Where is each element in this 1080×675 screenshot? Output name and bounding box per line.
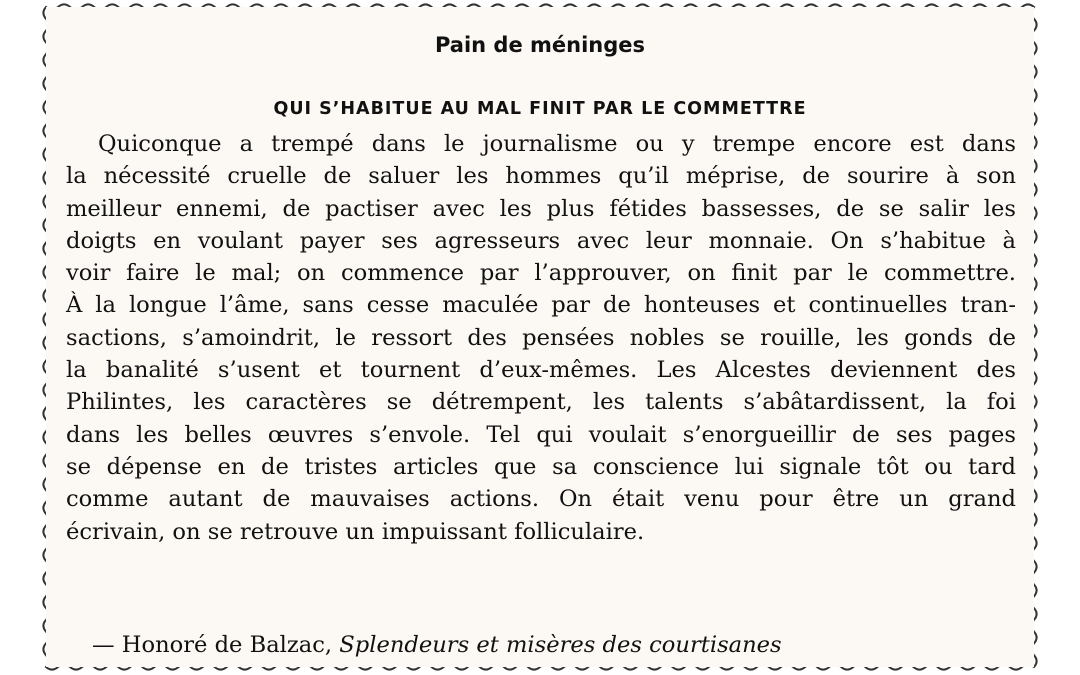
quote-line: se dépense en de tristes articles que sa conscience lui signale tôt ou tard	[66, 453, 1016, 480]
quote-line: comme autant de mauvaises actions. On était venu pour être un grand	[66, 486, 1016, 513]
quote-line: la banalité s’usent et tournent d’eux-mêmes. Les Alcestes deviennent des	[66, 357, 1016, 384]
quote-line: sactions, s’amoindrit, le ressort des pensées nobles se rouille, les gonds de	[66, 324, 1016, 351]
quote-line: Quiconque a trempé dans le journalisme ou y trempe encore est dans	[98, 131, 1016, 157]
quote-line: écrivain, on se retrouve un impuissant folliculaire.	[66, 518, 645, 545]
page-title: Pain de méninges	[434, 33, 646, 57]
quote-body	[66, 128, 1016, 548]
quote-line: la nécessité cruelle de saluer les hommes qu’il méprise, de sourire à son	[66, 163, 1016, 190]
quote-line: voir faire le mal; on commence par l’approuver, on finit par le commettre.	[66, 260, 1016, 287]
quote-heading: QUI S’HABITUE AU MAL FINIT PAR LE COMMETTRE	[273, 99, 807, 119]
quote-line: Philintes, les caractères se détrempent, les talents s’abâtardissent, la foi	[66, 389, 1016, 416]
work-title: Splendeurs et misères des courtisanes	[339, 632, 782, 658]
quote-card	[46, 7, 1034, 667]
quote-line: meilleur ennemi, de pactiser avec les plus fétides bassesses, de se salir les	[66, 195, 1016, 222]
attribution	[92, 632, 782, 658]
author: — Honoré de Balzac,	[92, 632, 340, 658]
quote-line: À la longue l’âme, sans cesse maculée par de honteuses et continuelles tran-	[66, 292, 1016, 319]
quote-line: doigts en voulant payer ses agresseurs avec leur monnaie. On s’habitue à	[66, 227, 1016, 254]
quote-line: dans les belles œuvres s’envole. Tel qui voulait s’enorgueillir de ses pages	[66, 421, 1016, 448]
